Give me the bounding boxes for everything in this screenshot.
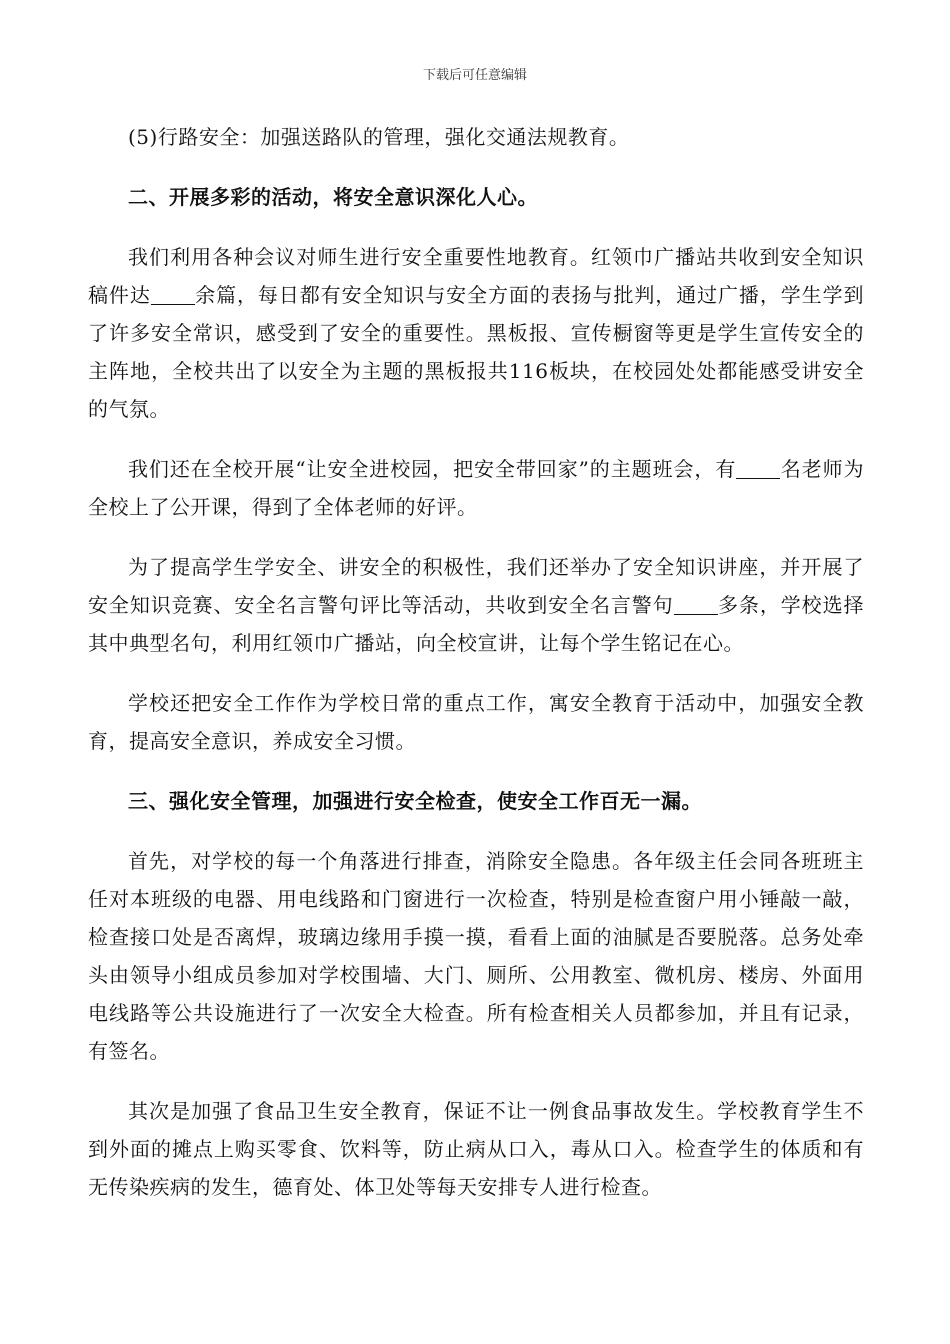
paragraph-1-part-a: 我们利用各种会议对师生进行安全重要性地教育。红领巾广播站共收到安全知识稿件达 [88,245,864,307]
paragraph-3 [88,548,864,662]
fill-blank [151,284,195,305]
safety-item-5: (5)行路安全：加强送路队的管理，强化交通法规教育。 [128,125,630,149]
section-heading-2: 二、开展多彩的活动，将安全意识深化人心。 [128,185,538,209]
document-body [88,118,864,1228]
paragraph-1-part-b: 余篇，每日都有安全知识与安全方面的表扬与批判，通过广播，学生学到了许多安全常识，感受到了安全的重要性。黑板报、宣传橱窗等更是学生宣传安全的主阵地，全校共出了以安全为主题的黑板报共116板块，在校园处处都能感受讲安全的气氛。 [88,283,865,421]
page-header: 下载后可任意编辑 [422,68,527,83]
paragraph-1 [88,238,864,428]
paragraph-4: 学校还把安全工作作为学校日常的重点工作，寓安全教育于活动中，加强安全教育，提高安全意识，养成安全习惯。 [88,691,864,753]
paragraph-6: 其次是加强了食品卫生安全教育，保证不让一例食品事故发生。学校教育学生不到外面的摊点上购买零食、饮料等，防止病从口入，毒从口入。检查学生的体质和有无传染疾病的发生，德育处、体卫处等每天安排专人进行检查。 [88,1099,864,1199]
paragraph-3-part-a: 为了提高学生学安全、讲安全的积极性，我们还举办了安全知识讲座，并开展了安全知识竞赛、安全名言警句评比等活动，共收到安全名言警句 [88,555,864,617]
paragraph-5: 首先，对学校的每一个角落进行排查，消除安全隐患。各年级主任会同各班班主任对本班级的电器、用电线路和门窗进行一次检查，特别是检查窗户用小锤敲一敲，检查接口处是否离焊，玻璃边缘用手摸一摸，看看上面的油腻是否要脱落。总务处牵头由领导小组成员参加对学校围墙、大门、厕所、公用教室、微机房、楼房、外面用电线路等公共设施进行了一次安全大检查。所有检查相关人员都参加，并且有记录，有签名。 [88,849,864,1063]
paragraph-3-part-b: 多条，学校选择其中典型名句，利用红领巾广播站，向全校宣讲，让每个学生铭记在心。 [88,593,865,655]
fill-blank [736,458,780,479]
paragraph-2-part-b: 名老师为全校上了公开课，得到了全体老师的好评。 [88,457,865,519]
paragraph-2 [88,450,864,526]
fill-blank [674,594,718,615]
section-heading-3: 三、强化安全管理，加强进行安全检查，使安全工作百无一漏。 [128,789,702,813]
paragraph-2-part-a: 我们还在全校开展“让安全进校园，把安全带回家”的主题班会，有 [128,457,737,481]
